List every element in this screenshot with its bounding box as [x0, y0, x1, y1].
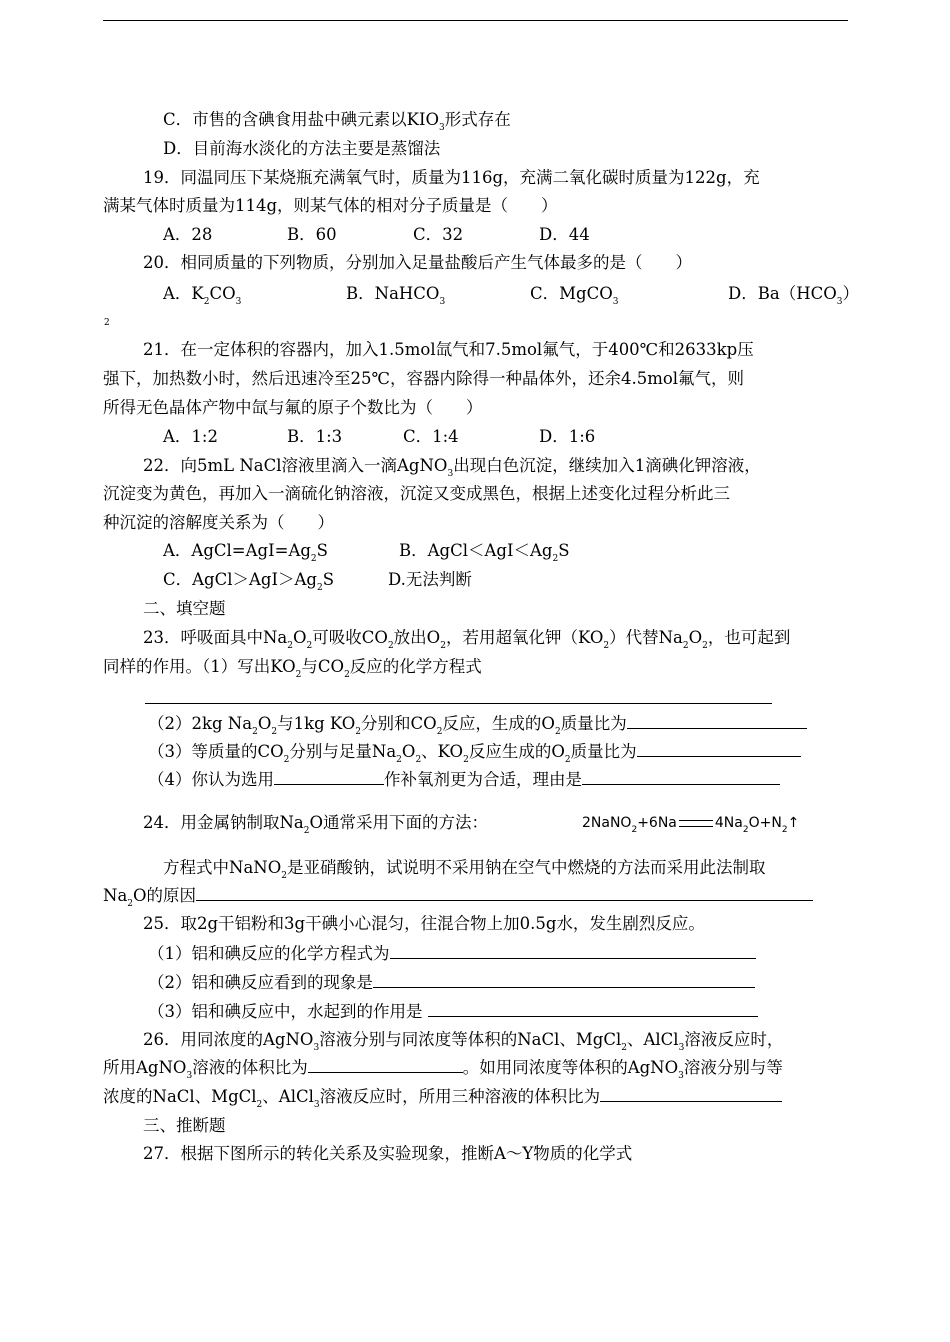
text-run: 、AlCl — [626, 1030, 679, 1049]
q24-line-2 — [163, 858, 766, 881]
text-run: 可吸收CO — [312, 628, 388, 647]
subscript: 2 — [344, 670, 350, 680]
q20-line-1: 20．相同质量的下列物质，分别加入足量盐酸后产生气体最多的是（ ） — [143, 253, 692, 272]
subscript: 2 — [396, 755, 402, 765]
q23-line-2 — [103, 657, 482, 680]
q20-wrap-subscript: 2 — [104, 318, 110, 328]
q20-option-a: A．$K_2CO_3$ — [163, 284, 242, 307]
q21-line-3: 所得无色晶体产物中氙与氟的原子个数比为（ ） — [103, 398, 483, 417]
q23-answer-blank-4a[interactable] — [274, 770, 384, 785]
text-run: O — [401, 742, 416, 761]
q22-line-1: 22．向5mL NaCl溶液里滴入一滴AgNO$_3$出现白色沉淀，继续加入1滴碘化钾溶液， — [143, 456, 761, 479]
q26-answer-blank-1[interactable] — [308, 1058, 463, 1073]
text-run: 放出O — [393, 628, 441, 647]
text-run: 、KO — [421, 742, 464, 761]
q24-line-3 — [103, 886, 813, 909]
subscript: 2 — [256, 1100, 263, 1110]
q23-answer-blank-2[interactable] — [627, 714, 807, 729]
q20-option-d: D．$Ba(HCO_3)$ — [728, 284, 859, 307]
text-run: ）代替Na — [609, 628, 683, 647]
subscript: 3 — [313, 1100, 320, 1110]
subscript: 2 — [287, 641, 294, 651]
q19-line-2: 满某气体时质量为114g，则某气体的相对分子质量是（ ） — [103, 196, 558, 215]
text-run: 分别与足量Na — [289, 742, 397, 761]
text-run: O — [688, 628, 703, 647]
text-run: 分别和CO — [361, 714, 437, 733]
q22-option-b: B．$AgCl<AgI<Ag_2S$ — [399, 541, 570, 564]
text-run: （3）等质量的CO — [148, 742, 284, 761]
text-run: 方程式中NaNO — [163, 858, 282, 877]
text-run: 质量比为 — [570, 742, 637, 761]
subscript: 2 — [564, 755, 571, 765]
q23-line-1 — [143, 628, 791, 651]
q25-answer-blank-1[interactable] — [390, 944, 756, 959]
q25-answer-blank-2[interactable] — [373, 973, 755, 988]
q21-option-c: C．1:4 — [403, 427, 459, 446]
q22-line-2: 沉淀变为黄色，再加入一滴硫化钠溶液，沉淀又变成黑色，根据上述变化过程分析此三 — [103, 484, 730, 503]
q24-line-1 — [143, 813, 489, 836]
text-run: 溶液反应时， — [684, 1030, 784, 1049]
text-run: 、AlCl — [262, 1087, 314, 1106]
q19-option-c: C．32 — [413, 225, 464, 244]
q21-option-b: B．1:3 — [287, 427, 343, 446]
subscript: 2 — [271, 727, 278, 737]
q21-option-d: D．1:6 — [539, 427, 596, 446]
text-run: 溶液分别与同浓度等体积的NaCl、MgCl — [319, 1030, 622, 1049]
text-run: O的原因 — [133, 886, 197, 905]
text-run: 与CO — [301, 657, 345, 676]
q23-answer-blank-1[interactable] — [145, 703, 772, 704]
subscript: 2 — [440, 641, 446, 651]
subscript: 2 — [554, 727, 561, 737]
q19-line-1: 19．同温同压下某烧瓶充满氧气时，质量为116g，充满二氧化碳时质量为122g，充 — [143, 168, 760, 187]
subscript: 2 — [415, 755, 422, 765]
text-run: O — [257, 714, 272, 733]
subscript: 2 — [355, 727, 362, 737]
q22-option-d: D.无法判断 — [388, 570, 472, 589]
subscript: 2 — [252, 727, 258, 737]
q19-option-b: B．60 — [287, 225, 337, 244]
subscript: 2 — [463, 755, 469, 765]
text-run: O通常采用下面的方法： — [309, 813, 489, 832]
q25-part-2: （2）铝和碘反应看到的现象是 — [148, 973, 755, 993]
q20-option-b: B．NaHCO$_3$ — [346, 284, 446, 307]
q21-line-1: 21．在一定体积的容器内，加入1.5mol氙气和7.5mol氟气，于400℃和2633kp压 — [143, 340, 754, 359]
subscript: 2 — [303, 826, 310, 836]
text-run: 质量比为 — [560, 714, 627, 733]
subscript: 2 — [387, 641, 394, 651]
text-run: 反应生成的O — [468, 742, 565, 761]
text-run: ，也可起到 — [707, 628, 791, 647]
q23-answer-blank-4b[interactable] — [582, 770, 780, 785]
q22-option-c: C．$AgCl>AgI>Ag_2S$ — [163, 570, 335, 593]
subscript: 3 — [678, 1043, 685, 1053]
text-run: 是亚硝酸钠，试说明不采用钠在空气中燃烧的方法而采用此法制取 — [286, 858, 766, 877]
q22-line-3: 种沉淀的溶解度关系为（ ） — [103, 513, 334, 532]
q26-line-3 — [103, 1087, 782, 1110]
q25-part-1: （1）铝和碘反应的化学方程式为 — [148, 944, 756, 964]
q27-line-1: 27．根据下图所示的转化关系及实验现象，推断A～Y物质的化学式 — [143, 1144, 633, 1163]
text-run: ，若用超氧化钾（KO — [445, 628, 604, 647]
q22-option-a: A．$AgCl=AgI=Ag_2S$ — [163, 541, 328, 564]
text-run: 反应的化学方程式 — [349, 657, 482, 676]
text-run: 26．用同浓度的AgNO — [143, 1030, 314, 1049]
q18-option-d: D．目前海水淡化的方法主要是蒸馏法 — [163, 139, 441, 158]
subscript: 2 — [682, 641, 689, 651]
q23-answer-blank-3[interactable] — [637, 742, 801, 757]
q19-option-d: D．44 — [539, 225, 590, 244]
q25-part-3: （3）铝和碘反应中，水起到的作用是 — [148, 1002, 758, 1022]
equals-arrow-icon — [679, 820, 713, 827]
q23-part-2 — [148, 714, 807, 737]
q21-line-2: 强下，加热数小时，然后迅速冷至25℃，容器内除得一种晶体外，还余4.5mol氟气，则 — [103, 369, 745, 388]
subscript: 2 — [127, 899, 134, 909]
text-run: 浓度的NaCl、MgCl — [103, 1087, 257, 1106]
text-run: 与1kg KO — [277, 714, 356, 733]
text-run: O — [293, 628, 307, 647]
subscript: 2 — [702, 641, 708, 651]
q20-option-c: C．MgCO$_3$ — [530, 284, 619, 307]
subscript: 2 — [603, 641, 610, 651]
subscript: 2 — [283, 755, 290, 765]
q26-answer-blank-2[interactable] — [600, 1087, 782, 1102]
subscript: 2 — [295, 670, 302, 680]
text-run: 溶液反应时，所用三种溶液的体积比为 — [319, 1087, 601, 1106]
section-fill-in: 二、填空题 — [143, 599, 226, 618]
subscript: 2 — [436, 727, 443, 737]
q26-line-2: 所用AgNO$_3$溶液的体积比为 。如用同浓度等体积的AgNO$_3$溶液分别与等 — [103, 1058, 783, 1081]
q18-option-c: C．市售的含碘食用盐中碘元素以$KIO_3$形式存在 — [163, 110, 511, 133]
q26-line-1 — [143, 1030, 784, 1053]
text-run: （2）2kg Na — [148, 714, 253, 733]
section-inference: 三、推断题 — [143, 1116, 226, 1135]
header-rule — [103, 20, 848, 21]
q25-line-1: 25．取2g干铝粉和3g干碘小心混匀，往混合物上加0.5g水，发生剧烈反应。 — [143, 914, 705, 933]
q23-part-4: （4）你认为选用 作补氧剂更为合适，理由是 — [148, 770, 780, 790]
subscript: 3 — [313, 1043, 320, 1053]
text-run: 23．呼吸面具中Na — [143, 628, 288, 647]
subscript: 2 — [281, 871, 287, 881]
subscript: 2 — [306, 641, 313, 651]
text-run: Na — [103, 886, 128, 905]
q24-equation: 2NaNO$_2$+6Na $4Na_2O+N_2↑$ — [582, 815, 800, 835]
text-run: 反应，生成的O — [442, 714, 555, 733]
text-run: 24．用金属钠制取Na — [143, 813, 304, 832]
q25-answer-blank-3[interactable] — [428, 1002, 758, 1017]
q24-answer-blank[interactable] — [196, 886, 813, 901]
q21-option-a: A．1:2 — [163, 427, 218, 446]
q23-part-3 — [148, 742, 801, 765]
subscript: 2 — [621, 1043, 627, 1053]
text-run: 同样的作用。（1）写出KO — [103, 657, 296, 676]
q19-option-a: A．28 — [163, 225, 213, 244]
